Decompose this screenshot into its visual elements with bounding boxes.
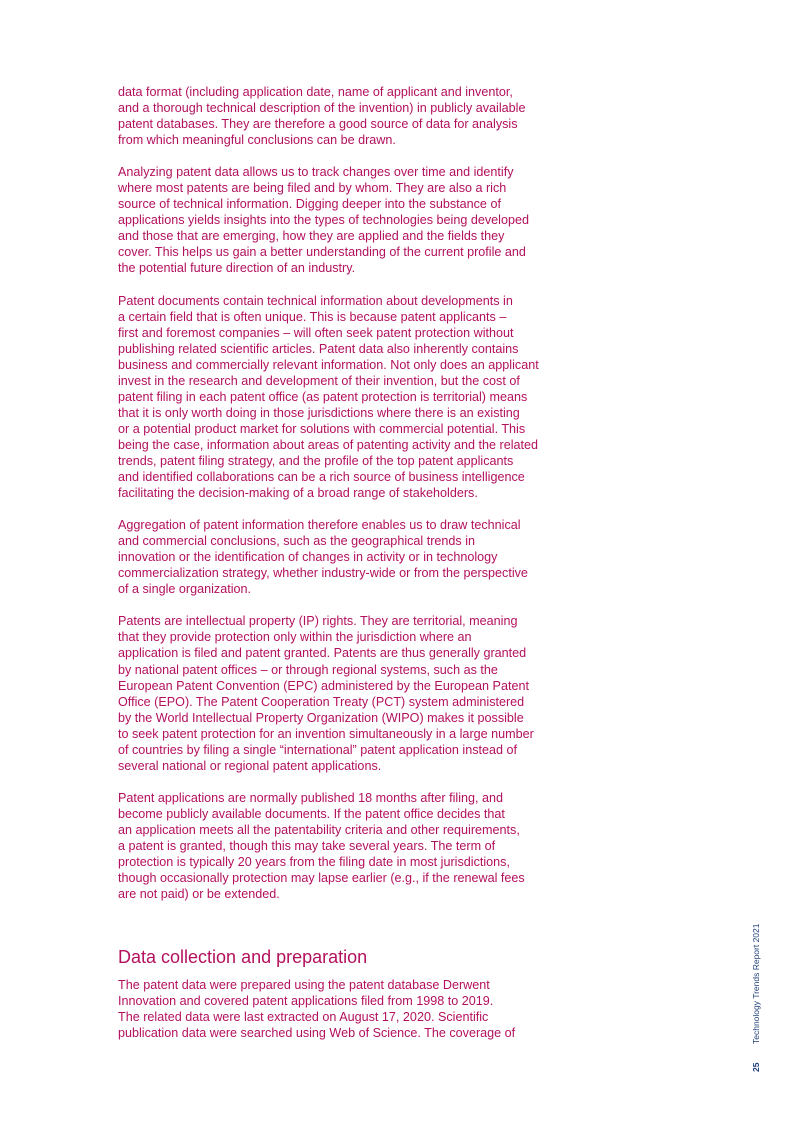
page-footer: [748, 908, 764, 1078]
paragraph-ip-rights: Patents are intellectual property (IP) rights. They are territorial, meaning that they provide protection only within the jurisdiction where an application is filed and patent granted. Patents are thus generally granted by national patent offices – or through regional systems, such as the European Patent Convention (EPC) administered by the European Patent Office (EPO). The Patent Cooperation Treaty (PCT) system administered by the World Intellectual Property Organization (WIPO) makes it possible to seek patent protection for an invention simultaneously in a large number of countries by filing a single “international” patent application instead of several national or regional patent applications.: [118, 614, 534, 773]
paragraph-data-collection: The patent data were prepared using the patent database Derwent Innovation and covered patent applications filed from 1998 to 2019. The related data were last extracted on August 17, 2020. Scientific publication data were searched using Web of Science. The coverage of: [118, 978, 516, 1041]
paragraph-patent-documents: Patent documents contain technical information about developments in a certain field that is often unique. This is because patent applicants – first and foremost companies – will often seek patent protection without publishing related scientific articles. Patent data also inherently contains business and commercially relevant information. Not only does an applicant invest in the research and development of their invention, but the cost of patent filing in each patent office (as patent protection is territorial) means that it is only worth doing in those jurisdictions where there is an existing or a potential product market for solutions with commercial potential. This being the case, information about areas of patenting activity and the related trends, patent filing strategy, and the profile of the top patent applicants and identified collaborations can be a rich source of business intelligence facilitating the decision-making of a broad range of stakeholders.: [118, 293, 539, 501]
paragraph-analyzing-patent-data: Analyzing patent data allows us to track changes over time and identify where most patents are being filed and by whom. They are also a rich source of technical information. Digging deeper into the substance of applications yields insights into the types of technologies being developed and those that are emerging, how they are applied and the fields they cover. This helps us gain a better understanding of the current profile and the potential future direction of an industry.: [118, 165, 529, 276]
paragraph-aggregation: Aggregation of patent information therefore enables us to draw technical and commercial conclusions, such as the geographical trends in innovation or the identification of changes in activity or in technology commercialization strategy, whether industry-wide or from the perspective of a single organization.: [118, 518, 528, 597]
page-number: 25: [751, 1062, 761, 1072]
paragraph-patent-data-format: data format (including application date, name of applicant and inventor, and a thorough technical description of the invention) in publicly available patent databases. They are therefore a good source of data for analysis from which meaningful conclusions can be drawn.: [118, 85, 526, 148]
report-title: Technology Trends Report 2021: [751, 923, 761, 1044]
paragraph-publication: Patent applications are normally published 18 months after filing, and become publicly available documents. If the patent office decides that an application meets all the patentability criteria and other requirements, a patent is granted, though this may take several years. The term of protection is typically 20 years from the filing date in most jurisdictions, though occasionally protection may lapse earlier (e.g., if the renewal fees are not paid) or be extended.: [118, 790, 525, 902]
section-heading: Data collection and preparation: [118, 947, 368, 968]
page-body: [118, 84, 570, 1057]
